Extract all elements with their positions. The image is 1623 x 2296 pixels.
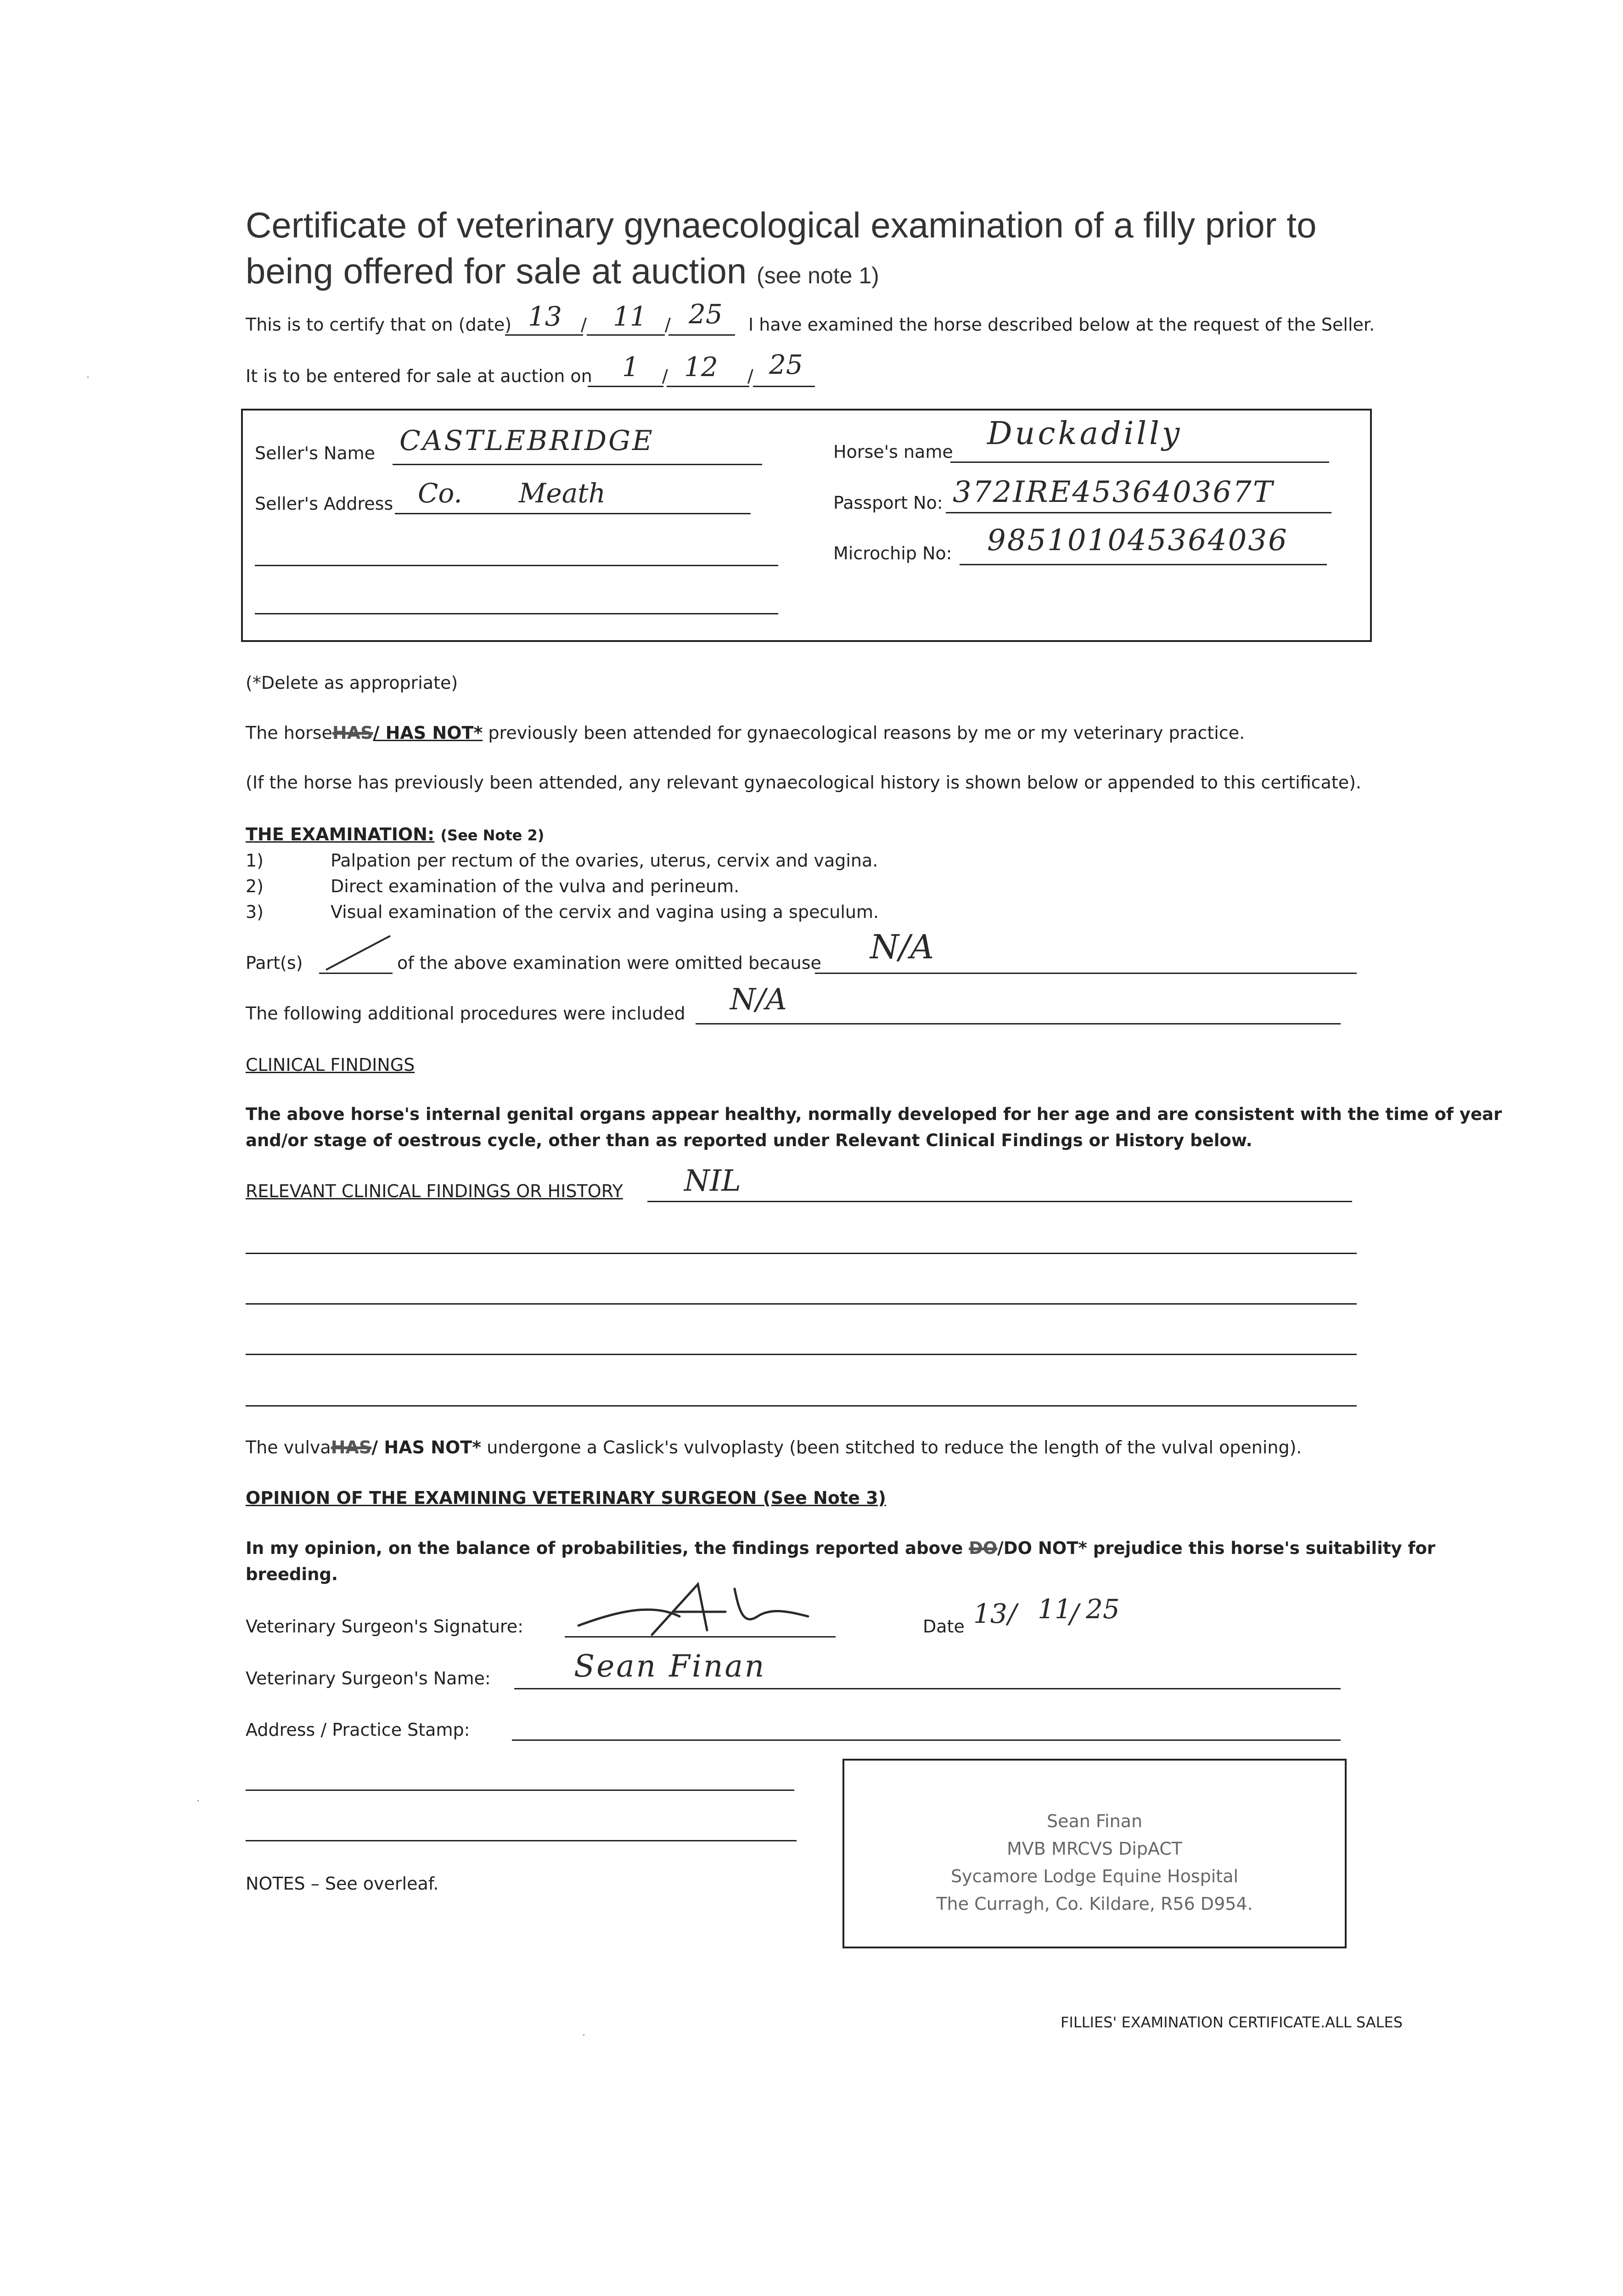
seller-address-value-2: Meath xyxy=(519,478,606,509)
vet-name-value: Sean Finan xyxy=(574,1649,766,1684)
attended-line xyxy=(246,723,1245,743)
seller-address-value-1: Co. xyxy=(418,478,462,509)
certify-day: 13 xyxy=(528,301,562,332)
exam-item-2-text: Direct examination of the vulva and perineum. xyxy=(331,876,740,896)
clinical-text-1: The above horse's internal genital organs appear healthy, normally developed for her age and are consistent with the time of year xyxy=(246,1104,1502,1124)
opinion-text-1b: /DO NOT* prejudice this horse's suitability for xyxy=(997,1538,1436,1558)
exam-item-1-text: Palpation per rectum of the ovaries, uterus, cervix and vagina. xyxy=(331,850,878,871)
passport-label: Passport No: xyxy=(833,493,943,513)
opinion-do-struck: DO xyxy=(969,1538,998,1558)
certify-month: 11 xyxy=(613,301,647,332)
address-stamp-label: Address / Practice Stamp: xyxy=(246,1720,470,1740)
certify-sep-1: / xyxy=(581,315,587,335)
exam-item-3-num: 3) xyxy=(246,902,264,922)
date-day: 13 xyxy=(973,1598,1007,1629)
auction-day: 1 xyxy=(622,351,639,383)
document-title-line1: Certificate of veterinary gynaecological examination of a filly prior to xyxy=(246,205,1317,245)
date-label: Date xyxy=(923,1616,965,1637)
opinion-text-2: breeding. xyxy=(246,1564,338,1584)
auction-sep-2: / xyxy=(747,366,753,386)
vulva-prefix: The vulva xyxy=(246,1437,331,1458)
seller-name-label: Seller's Name xyxy=(255,443,376,463)
exam-item-3-text: Visual examination of the cervix and vagina using a speculum. xyxy=(331,902,879,922)
auction-prefix: It is to be entered for sale at auction on xyxy=(246,366,592,386)
relevant-heading: RELEVANT CLINICAL FINDINGS OR HISTORY xyxy=(246,1181,623,1201)
attended-prefix: The horse xyxy=(246,723,332,743)
vet-signature-icon xyxy=(560,1575,817,1644)
relevant-value: NIL xyxy=(684,1164,741,1198)
delete-note: (*Delete as appropriate) xyxy=(246,673,458,693)
parts-reason-value: N/A xyxy=(870,928,934,966)
stamp-line-4: The Curragh, Co. Kildare, R56 D954. xyxy=(936,1894,1253,1914)
opinion-text-1 xyxy=(246,1538,1435,1558)
certify-prefix: This is to certify that on (date) xyxy=(246,315,512,335)
practice-stamp-box xyxy=(842,1759,1347,1948)
exam-item-1-num: 1) xyxy=(246,850,264,871)
title-main: being offered for sale at auction xyxy=(246,251,747,291)
vulva-suffix: undergone a Caslick's vulvoplasty (been stitched to reduce the length of the vulval opening). xyxy=(487,1437,1302,1458)
attended-suffix: previously been attended for gynaecological reasons by me or my veterinary practice. xyxy=(488,723,1245,743)
exam-heading-text: THE EXAMINATION: xyxy=(246,824,435,844)
vulva-line xyxy=(246,1437,1302,1458)
signature-label: Veterinary Surgeon's Signature: xyxy=(246,1616,523,1637)
vulva-has-not: / HAS NOT* xyxy=(371,1437,482,1458)
certify-sep-2: / xyxy=(665,315,671,335)
passport-value: 372IRE453640367T xyxy=(953,475,1274,509)
vulva-has-struck: HAS xyxy=(331,1437,372,1458)
attended-has-struck: HAS xyxy=(332,723,373,743)
auction-year: 25 xyxy=(769,349,803,380)
footer-text: FILLIES' EXAMINATION CERTIFICATE.ALL SALES xyxy=(1061,2014,1403,2031)
document-title-line2 xyxy=(246,250,879,292)
parts-mid: of the above examination were omitted because xyxy=(397,953,821,973)
certify-suffix: I have examined the horse described below at the request of the Seller. xyxy=(748,315,1375,335)
date-sep-1: / xyxy=(1008,1598,1017,1629)
stamp-line-3: Sycamore Lodge Equine Hospital xyxy=(950,1866,1239,1886)
microchip-value: 985101045364036 xyxy=(987,523,1288,557)
certify-year: 25 xyxy=(689,298,723,330)
stamp-line-2: MVB MRCVS DipACT xyxy=(1007,1839,1182,1859)
parts-slash-mark xyxy=(321,932,395,974)
date-year: 25 xyxy=(1086,1593,1120,1625)
auction-sep-1: / xyxy=(662,366,668,386)
notes-text: NOTES – See overleaf. xyxy=(246,1874,439,1894)
parts-label: Part(s) xyxy=(246,953,303,973)
title-note: (see note 1) xyxy=(757,263,879,288)
microchip-label: Microchip No: xyxy=(833,543,952,563)
date-sep-2: / xyxy=(1070,1598,1079,1629)
clinical-heading: CLINICAL FINDINGS xyxy=(246,1055,415,1075)
seller-address-label: Seller's Address xyxy=(255,494,393,514)
opinion-text-1a: In my opinion, on the balance of probabilities, the findings reported above xyxy=(246,1538,963,1558)
attended-has-not: / HAS NOT* xyxy=(373,723,483,743)
seller-name-value: CASTLEBRIDGE xyxy=(399,425,654,457)
exam-heading-note: (See Note 2) xyxy=(440,827,545,844)
opinion-heading: OPINION OF THE EXAMINING VETERINARY SURGEON (See Note 3) xyxy=(246,1488,886,1508)
clinical-text-2: and/or stage of oestrous cycle, other than as reported under Relevant Clinical Findings or History below. xyxy=(246,1131,1252,1150)
exam-heading xyxy=(246,824,544,844)
date-month: 11 xyxy=(1038,1593,1072,1625)
exam-item-2-num: 2) xyxy=(246,876,264,896)
auction-month: 12 xyxy=(684,351,718,383)
horse-name-label: Horse's name xyxy=(833,442,953,462)
stamp-line-1: Sean Finan xyxy=(1046,1811,1143,1831)
vet-name-label: Veterinary Surgeon's Name: xyxy=(246,1668,491,1688)
additional-label: The following additional procedures were included xyxy=(246,1003,685,1024)
horse-name-value: Duckadilly xyxy=(987,416,1183,452)
additional-value: N/A xyxy=(730,983,787,1017)
history-note: (If the horse has previously been attended, any relevant gynaecological history is shown below or appended to this certificate). xyxy=(246,772,1362,793)
